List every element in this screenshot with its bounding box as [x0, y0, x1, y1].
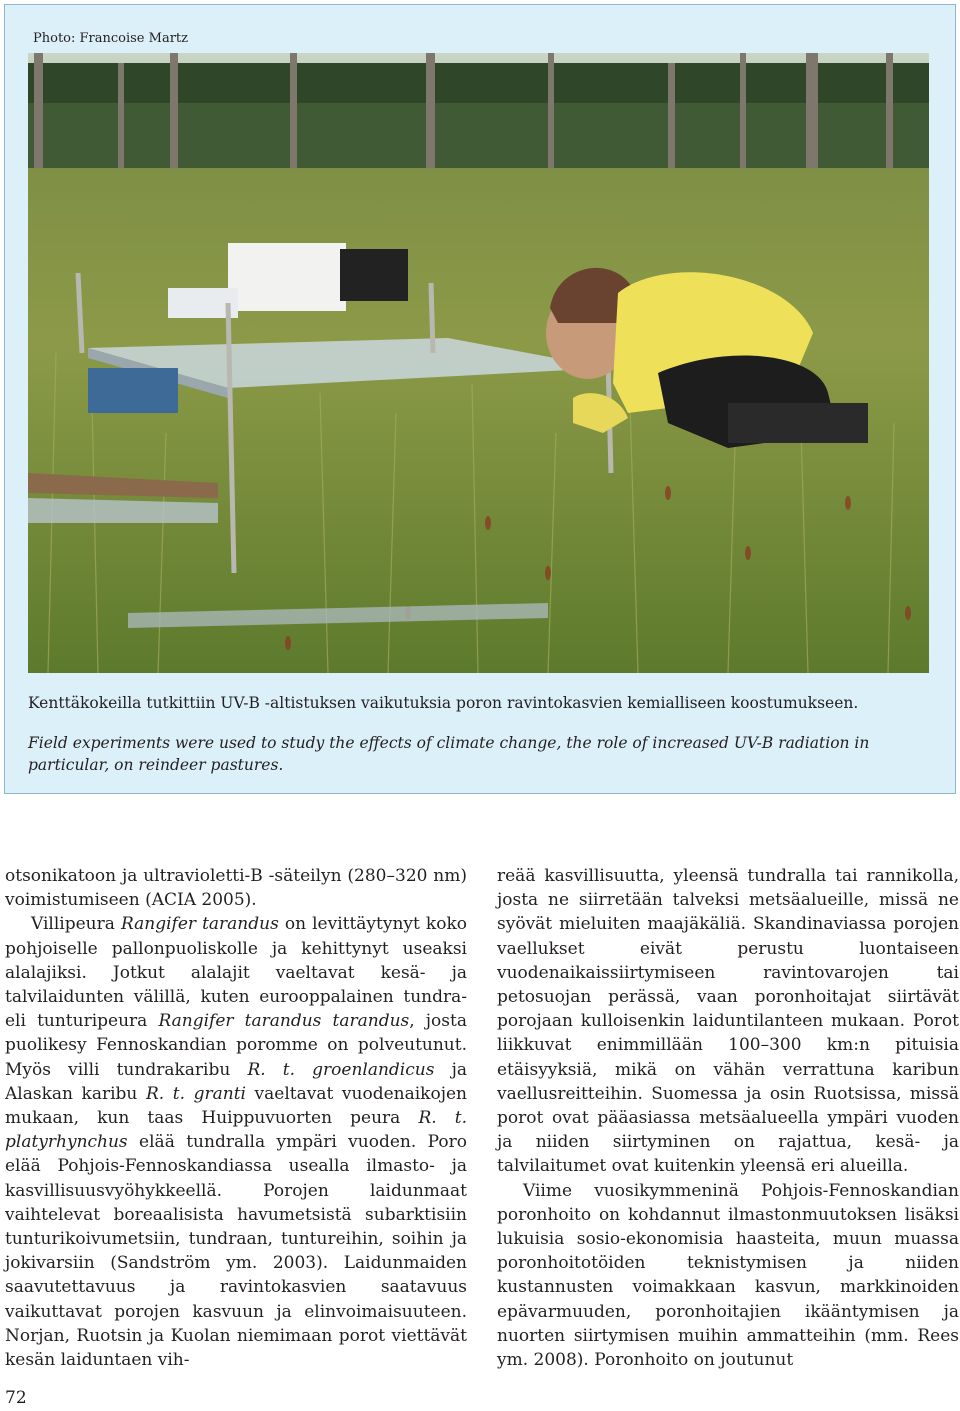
species-name: R. t. granti [145, 1083, 246, 1104]
text-run: ja Alaskan karibu [5, 1059, 467, 1104]
photo-credit: Photo: Francoise Martz [33, 31, 188, 46]
species-name: Rangifer tarandus [120, 914, 279, 935]
text-run: vaeltavat vuodenaikojen mukaan, kun taas Huippuvuorten peura [5, 1083, 467, 1129]
species-name: Rangifer tarandus tarandus [158, 1011, 410, 1032]
text-column-right [497, 864, 959, 1372]
caption-finnish: Kenttäkokeilla tutkittiin UV-B -altistuksen vaikutuksia poron ravintokasvien kemialliseen koostumukseen. [28, 694, 859, 712]
text-column-left [5, 864, 467, 1372]
caption-english: Field experiments were used to study the effects of climate change, the role of increased UV-B radiation in particular, on reindeer pastures. [28, 734, 870, 774]
paragraph-villipeura [5, 912, 467, 1372]
text-run: Villipeura [31, 914, 121, 935]
paragraph: Viime vuosikymmeninä Pohjois-Fennoskandian poronhoito on kohdannut ilmastonmuutoksen lisäksi lukuisia sosio-ekonomisia haasteita, muun muassa poronhoitotöiden teknistymisen ja niiden kustannusten voimakkaan kasvun, markkinoiden epävarmuuden, poronhoitajien ikääntymisen ja nuorten siirtymisen muihin ammatteihin (mm. Rees ym. 2008). Poronhoito on joutunut [497, 1180, 959, 1371]
page-number: 72 [5, 1388, 27, 1408]
species-name: R. t. platyrhynchus [5, 1108, 467, 1153]
paragraph: reää kasvillisuutta, yleensä tundralla tai rannikolla, josta ne siirretään talveksi metsäalueille, missä ne syövät mieluiten maajäkäliä. Skandinaviassa porojen vaellukset eivät perustu luontaiseen vuodenaikaissiirtymiseen ravintovarojen tai petosuojan perässä, vaan poronhoitajat siirtävät porojaan kulloisenkin laiduntilanteen mukaan. Porot liikkuvat enimmillään 100–300 km:n pituisia etäisyyksiä, mikä on vähän verrattuna karibun vaellusreitteihin. Suomessa ja osin Ruotsissa, missä porot ovat pääasiassa metsäalueella ympäri vuoden ja niiden siirtyminen on rajattua, kesä- ja talvilaitumet ovat kuitenkin yleensä eri alueilla. [497, 866, 959, 1177]
text-run: on levittäytynyt koko pohjoiselle pallonpuoliskolle ja kehittynyt useaksi alalajiksi. Jotkut alalajit vaeltavat kesä- ja talvilaidunten välillä, kuten eurooppalainen tundra- eli tunturipeura [5, 914, 467, 1032]
text-run: elää tundralla ympäri vuoden. Poro elää Pohjois-Fennoskandiassa usealla ilmasto- ja kasvillisuusvyöhykkeellä. Porojen laidunmaat vaihtelevat boreaalisista havumetsistä subarktisiin tunturikoivumetsiin, tundraan, tuntureihin, soihin ja jokivarsiin (Sandström ym. 2003). Laidunmaiden saavutettavuus ja ravintokasvien saatavuus vaikuttavat porojen kasvuun ja elinvoimaisuuteen. Norjan, Ruotsin ja Kuolan niemimaan porot viettävät kesän laiduntaen vih- [5, 1132, 467, 1371]
paragraph: otsonikatoon ja ultravioletti-B -säteilyn (280–320 nm) voimistumiseen (ACIA 2005). [5, 866, 467, 911]
species-name: R. t. groenlandicus [247, 1059, 435, 1080]
field-experiment-photo [28, 53, 929, 673]
text-run: , josta puolikesy Fennoskandian poromme on polveutunut. Myös villi tundrakaribu [5, 1011, 467, 1080]
